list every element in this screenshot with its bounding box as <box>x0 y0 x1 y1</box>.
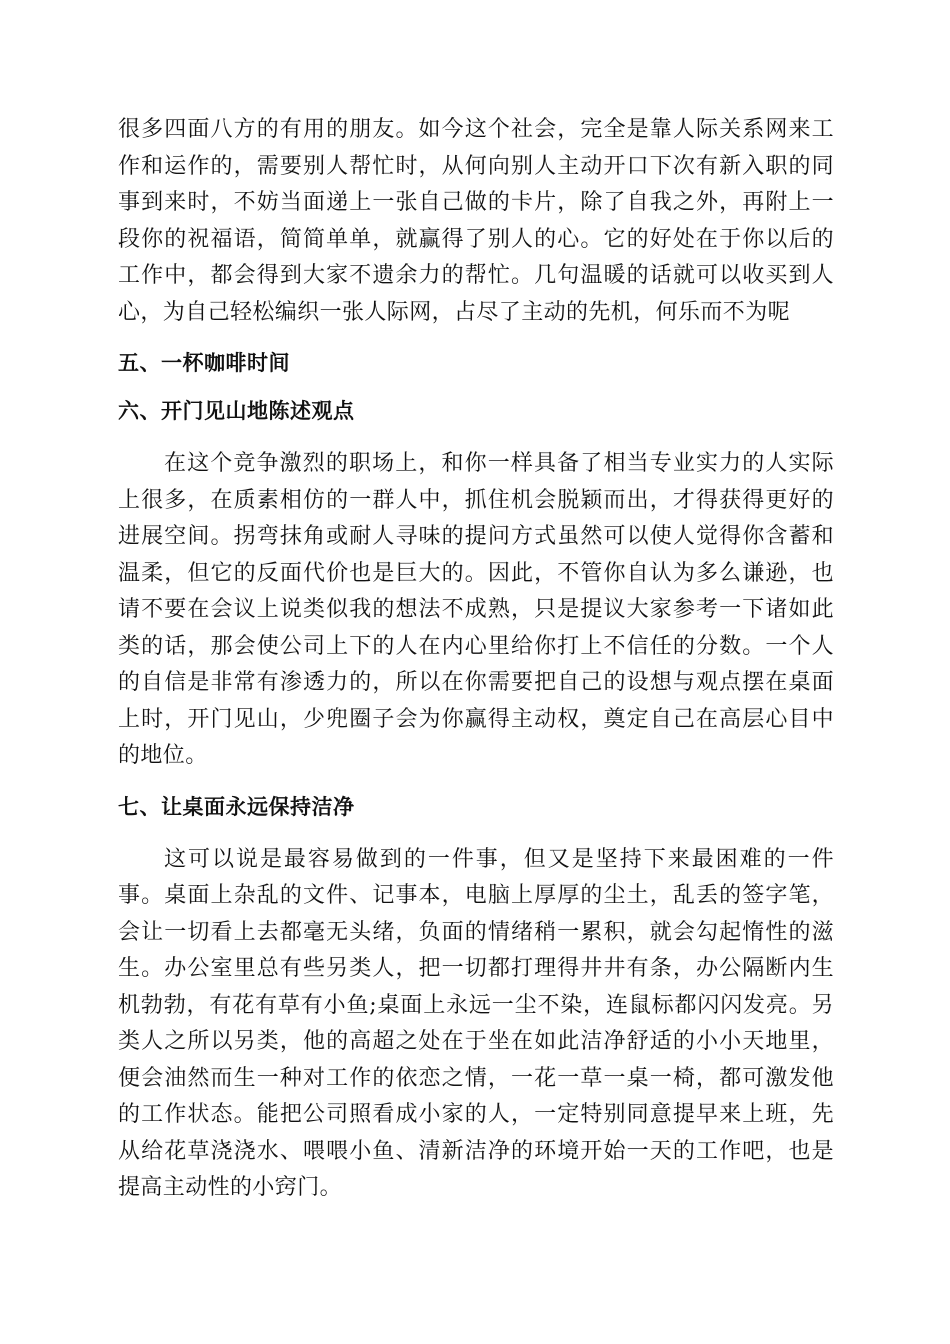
section-7-paragraph: 这可以说是最容易做到的一件事，但又是坚持下来最困难的一件事。桌面上杂乱的文件、记事本，电脑上厚厚的尘土，乱丢的签字笔，会让一切看上去都毫无头绪，负面的情绪稍一累积，就会勾起惰性的滋生。办公室里总有些另类人，把一切都打理得井井有条，办公隔断内生机勃勃，有花有草有小鱼;桌面上永远一尘不染，连鼠标都闪闪发亮。另类人之所以另类，他的高超之处在于坐在如此洁净舒适的小小天地里，便会油然而生一种对工作的依恋之情，一花一草一桌一椅，都可激发他的工作状态。能把公司照看成小家的人，一定特别同意提早来上班，先从给花草浇浇水、喂喂小鱼、清新洁净的环境开始一天的工作吧，也是提高主动性的小窍门。 <box>118 846 834 1200</box>
section-6-heading: 六、开门见山地陈述观点 <box>118 399 355 423</box>
intro-paragraph: 很多四面八方的有用的朋友。如今这个社会，完全是靠人际关系网来工作和运作的，需要别人帮忙时，从何向别人主动开口下次有新入职的同事到来时，不妨当面递上一张自己做的卡片，除了自我之外，再附上一段你的祝福语，简简单单，就赢得了别人的心。它的好处在于你以后的工作中，都会得到大家不遗余力的帮忙。几句温暖的话就可以收买到人心，为自己轻松编织一张人际网，占尽了主动的先机，何乐而不为呢 <box>118 117 834 325</box>
document-body <box>118 112 834 1207</box>
section-6-paragraph: 在这个竞争激烈的职场上，和你一样具备了相当专业实力的人实际上很多，在质素相仿的一群人中，抓住机会脱颖而出，才得获得更好的进展空间。拐弯抹角或耐人寻味的提问方式虽然可以使人觉得你含蓄和温柔，但它的反面代价也是巨大的。因此，不管你自认为多么谦逊，也请不要在会议上说类似我的想法不成熟，只是提议大家参考一下诸如此类的话，那会使公司上下的人在内心里给你打上不信任的分数。一个人的自信是非常有渗透力的，所以在你需要把自己的设想与观点摆在桌面上时，开门见山，少兜圈子会为你赢得主动权，奠定自己在高层心目中的地位。 <box>118 451 834 768</box>
section-7-heading: 七、让桌面永远保持洁净 <box>118 794 355 819</box>
section-5-heading: 五、一杯咖啡时间 <box>118 351 290 375</box>
